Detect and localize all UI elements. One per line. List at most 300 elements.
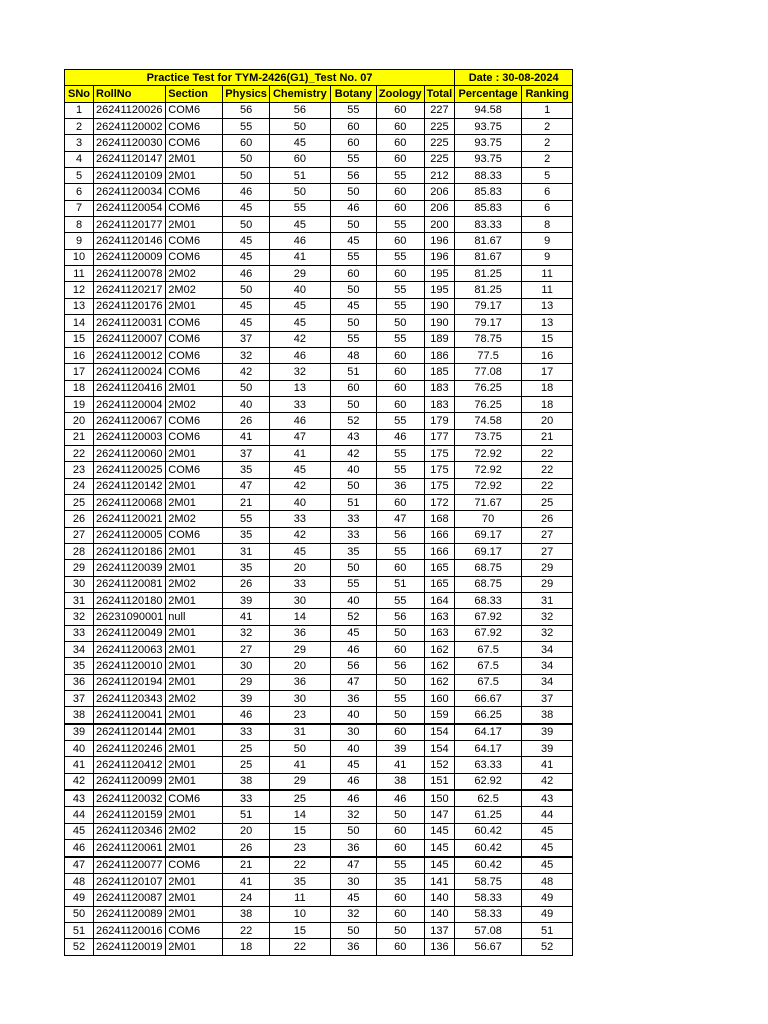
cell-botany: 42 bbox=[330, 445, 376, 461]
cell-percentage: 58.33 bbox=[455, 906, 522, 922]
cell-ranking: 20 bbox=[522, 413, 573, 429]
cell-sno: 23 bbox=[65, 462, 94, 478]
cell-total: 162 bbox=[424, 674, 454, 690]
cell-section: 2M01 bbox=[166, 873, 223, 889]
cell-total: 196 bbox=[424, 233, 454, 249]
cell-botany: 50 bbox=[330, 823, 376, 839]
cell-percentage: 70 bbox=[455, 511, 522, 527]
cell-section: 2M01 bbox=[166, 625, 223, 641]
cell-total: 159 bbox=[424, 707, 454, 724]
cell-botany: 30 bbox=[330, 724, 376, 741]
cell-zoology: 50 bbox=[376, 707, 424, 724]
cell-sno: 27 bbox=[65, 527, 94, 543]
cell-chemistry: 51 bbox=[269, 168, 330, 184]
cell-zoology: 47 bbox=[376, 511, 424, 527]
cell-total: 183 bbox=[424, 380, 454, 396]
cell-percentage: 58.75 bbox=[455, 873, 522, 889]
cell-sno: 42 bbox=[65, 773, 94, 790]
cell-sno: 52 bbox=[65, 939, 94, 955]
cell-zoology: 60 bbox=[376, 184, 424, 200]
cell-chemistry: 40 bbox=[269, 282, 330, 298]
cell-section: 2M01 bbox=[166, 724, 223, 741]
cell-physics: 32 bbox=[223, 625, 270, 641]
cell-chemistry: 30 bbox=[269, 691, 330, 707]
cell-percentage: 76.25 bbox=[455, 380, 522, 396]
cell-zoology: 55 bbox=[376, 543, 424, 559]
cell-chemistry: 41 bbox=[269, 445, 330, 461]
cell-total: 147 bbox=[424, 807, 454, 823]
cell-physics: 60 bbox=[223, 135, 270, 151]
cell-percentage: 93.75 bbox=[455, 119, 522, 135]
cell-chemistry: 47 bbox=[269, 429, 330, 445]
cell-botany: 45 bbox=[330, 625, 376, 641]
cell-ranking: 34 bbox=[522, 642, 573, 658]
cell-physics: 47 bbox=[223, 478, 270, 494]
table-row bbox=[65, 823, 573, 839]
cell-botany: 40 bbox=[330, 707, 376, 724]
cell-sno: 39 bbox=[65, 724, 94, 741]
cell-chemistry: 23 bbox=[269, 840, 330, 857]
cell-botany: 47 bbox=[330, 674, 376, 690]
cell-section: COM6 bbox=[166, 857, 223, 874]
header-row bbox=[65, 86, 573, 102]
cell-section: 2M02 bbox=[166, 576, 223, 592]
cell-total: 175 bbox=[424, 478, 454, 494]
cell-section: COM6 bbox=[166, 184, 223, 200]
table-row bbox=[65, 249, 573, 265]
cell-chemistry: 22 bbox=[269, 939, 330, 955]
cell-ranking: 32 bbox=[522, 625, 573, 641]
cell-percentage: 60.42 bbox=[455, 823, 522, 839]
cell-total: 152 bbox=[424, 757, 454, 773]
cell-botany: 45 bbox=[330, 298, 376, 314]
cell-physics: 50 bbox=[223, 282, 270, 298]
cell-chemistry: 29 bbox=[269, 642, 330, 658]
cell-chemistry: 45 bbox=[269, 543, 330, 559]
cell-section: COM6 bbox=[166, 331, 223, 347]
cell-sno: 14 bbox=[65, 315, 94, 331]
cell-ranking: 52 bbox=[522, 939, 573, 955]
cell-section: 2M01 bbox=[166, 807, 223, 823]
cell-sno: 8 bbox=[65, 217, 94, 233]
cell-zoology: 46 bbox=[376, 429, 424, 445]
cell-zoology: 55 bbox=[376, 413, 424, 429]
cell-section: 2M02 bbox=[166, 282, 223, 298]
cell-physics: 24 bbox=[223, 890, 270, 906]
cell-botany: 60 bbox=[330, 380, 376, 396]
cell-ranking: 29 bbox=[522, 576, 573, 592]
cell-total: 212 bbox=[424, 168, 454, 184]
cell-ranking: 2 bbox=[522, 135, 573, 151]
cell-botany: 55 bbox=[330, 249, 376, 265]
cell-ranking: 38 bbox=[522, 707, 573, 724]
cell-botany: 50 bbox=[330, 922, 376, 938]
cell-zoology: 41 bbox=[376, 757, 424, 773]
cell-chemistry: 35 bbox=[269, 873, 330, 889]
cell-sno: 25 bbox=[65, 494, 94, 510]
test-title: Practice Test for TYM-2426(G1)_Test No. 07 bbox=[65, 70, 455, 86]
header-zoology: Zoology bbox=[376, 86, 424, 102]
cell-sno: 35 bbox=[65, 658, 94, 674]
cell-zoology: 60 bbox=[376, 939, 424, 955]
cell-section: 2M01 bbox=[166, 840, 223, 857]
cell-zoology: 56 bbox=[376, 609, 424, 625]
cell-chemistry: 33 bbox=[269, 576, 330, 592]
cell-rollno: 26241120068 bbox=[94, 494, 166, 510]
cell-rollno: 26231090001 bbox=[94, 609, 166, 625]
cell-total: 140 bbox=[424, 906, 454, 922]
cell-botany: 30 bbox=[330, 873, 376, 889]
table-row bbox=[65, 922, 573, 938]
cell-total: 183 bbox=[424, 396, 454, 412]
cell-ranking: 29 bbox=[522, 560, 573, 576]
table-row bbox=[65, 347, 573, 363]
cell-rollno: 26241120416 bbox=[94, 380, 166, 396]
header-botany: Botany bbox=[330, 86, 376, 102]
cell-percentage: 94.58 bbox=[455, 102, 522, 118]
cell-zoology: 55 bbox=[376, 593, 424, 609]
cell-zoology: 60 bbox=[376, 890, 424, 906]
cell-physics: 38 bbox=[223, 773, 270, 790]
cell-physics: 26 bbox=[223, 576, 270, 592]
cell-chemistry: 46 bbox=[269, 347, 330, 363]
cell-section: COM6 bbox=[166, 462, 223, 478]
cell-ranking: 6 bbox=[522, 184, 573, 200]
cell-section: COM6 bbox=[166, 249, 223, 265]
cell-percentage: 72.92 bbox=[455, 462, 522, 478]
cell-total: 195 bbox=[424, 266, 454, 282]
cell-zoology: 60 bbox=[376, 102, 424, 118]
cell-section: 2M01 bbox=[166, 478, 223, 494]
cell-total: 172 bbox=[424, 494, 454, 510]
cell-sno: 7 bbox=[65, 200, 94, 216]
cell-zoology: 60 bbox=[376, 840, 424, 857]
cell-chemistry: 45 bbox=[269, 135, 330, 151]
cell-chemistry: 46 bbox=[269, 233, 330, 249]
cell-physics: 39 bbox=[223, 593, 270, 609]
cell-ranking: 43 bbox=[522, 790, 573, 807]
table-row bbox=[65, 691, 573, 707]
cell-physics: 55 bbox=[223, 511, 270, 527]
cell-botany: 32 bbox=[330, 906, 376, 922]
cell-ranking: 9 bbox=[522, 233, 573, 249]
cell-section: 2M01 bbox=[166, 674, 223, 690]
cell-physics: 32 bbox=[223, 347, 270, 363]
cell-chemistry: 31 bbox=[269, 724, 330, 741]
table-row bbox=[65, 840, 573, 857]
cell-physics: 21 bbox=[223, 857, 270, 874]
cell-total: 196 bbox=[424, 249, 454, 265]
cell-physics: 20 bbox=[223, 823, 270, 839]
cell-physics: 26 bbox=[223, 413, 270, 429]
cell-ranking: 27 bbox=[522, 543, 573, 559]
cell-physics: 33 bbox=[223, 724, 270, 741]
cell-chemistry: 20 bbox=[269, 658, 330, 674]
cell-ranking: 37 bbox=[522, 691, 573, 707]
cell-botany: 52 bbox=[330, 609, 376, 625]
cell-botany: 52 bbox=[330, 413, 376, 429]
cell-total: 160 bbox=[424, 691, 454, 707]
cell-physics: 45 bbox=[223, 298, 270, 314]
cell-percentage: 69.17 bbox=[455, 527, 522, 543]
cell-ranking: 45 bbox=[522, 840, 573, 857]
cell-sno: 3 bbox=[65, 135, 94, 151]
cell-physics: 27 bbox=[223, 642, 270, 658]
cell-ranking: 45 bbox=[522, 857, 573, 874]
cell-sno: 33 bbox=[65, 625, 94, 641]
cell-rollno: 26241120067 bbox=[94, 413, 166, 429]
cell-percentage: 88.33 bbox=[455, 168, 522, 184]
cell-section: 2M01 bbox=[166, 757, 223, 773]
cell-section: 2M01 bbox=[166, 217, 223, 233]
cell-sno: 41 bbox=[65, 757, 94, 773]
table-row bbox=[65, 757, 573, 773]
cell-percentage: 79.17 bbox=[455, 315, 522, 331]
cell-sno: 30 bbox=[65, 576, 94, 592]
cell-ranking: 16 bbox=[522, 347, 573, 363]
cell-section: 2M01 bbox=[166, 707, 223, 724]
cell-chemistry: 45 bbox=[269, 298, 330, 314]
cell-zoology: 60 bbox=[376, 364, 424, 380]
cell-rollno: 26241120026 bbox=[94, 102, 166, 118]
cell-sno: 19 bbox=[65, 396, 94, 412]
header-percentage: Percentage bbox=[455, 86, 522, 102]
cell-chemistry: 42 bbox=[269, 478, 330, 494]
cell-chemistry: 33 bbox=[269, 511, 330, 527]
cell-ranking: 32 bbox=[522, 609, 573, 625]
cell-percentage: 83.33 bbox=[455, 217, 522, 233]
title-row bbox=[65, 70, 573, 86]
results-table bbox=[64, 69, 573, 956]
header-rollno: RollNo bbox=[94, 86, 166, 102]
cell-botany: 55 bbox=[330, 331, 376, 347]
cell-percentage: 71.67 bbox=[455, 494, 522, 510]
cell-chemistry: 60 bbox=[269, 151, 330, 167]
cell-physics: 35 bbox=[223, 560, 270, 576]
cell-percentage: 73.75 bbox=[455, 429, 522, 445]
cell-sno: 28 bbox=[65, 543, 94, 559]
cell-rollno: 26241120032 bbox=[94, 790, 166, 807]
cell-botany: 50 bbox=[330, 315, 376, 331]
cell-rollno: 26241120087 bbox=[94, 890, 166, 906]
table-row bbox=[65, 494, 573, 510]
cell-rollno: 26241120005 bbox=[94, 527, 166, 543]
table-row bbox=[65, 298, 573, 314]
cell-chemistry: 56 bbox=[269, 102, 330, 118]
cell-rollno: 26241120009 bbox=[94, 249, 166, 265]
cell-percentage: 57.08 bbox=[455, 922, 522, 938]
cell-botany: 35 bbox=[330, 543, 376, 559]
cell-total: 151 bbox=[424, 773, 454, 790]
cell-percentage: 77.5 bbox=[455, 347, 522, 363]
cell-zoology: 39 bbox=[376, 741, 424, 757]
cell-zoology: 60 bbox=[376, 823, 424, 839]
cell-ranking: 31 bbox=[522, 593, 573, 609]
table-row bbox=[65, 906, 573, 922]
cell-percentage: 85.83 bbox=[455, 200, 522, 216]
cell-botany: 46 bbox=[330, 773, 376, 790]
cell-ranking: 5 bbox=[522, 168, 573, 184]
cell-ranking: 22 bbox=[522, 462, 573, 478]
table-row bbox=[65, 151, 573, 167]
cell-rollno: 26241120003 bbox=[94, 429, 166, 445]
cell-sno: 15 bbox=[65, 331, 94, 347]
cell-ranking: 48 bbox=[522, 873, 573, 889]
cell-total: 162 bbox=[424, 658, 454, 674]
cell-section: 2M01 bbox=[166, 906, 223, 922]
cell-section: COM6 bbox=[166, 922, 223, 938]
cell-rollno: 26241120007 bbox=[94, 331, 166, 347]
cell-chemistry: 50 bbox=[269, 119, 330, 135]
cell-total: 140 bbox=[424, 890, 454, 906]
cell-botany: 55 bbox=[330, 102, 376, 118]
cell-ranking: 6 bbox=[522, 200, 573, 216]
cell-percentage: 60.42 bbox=[455, 857, 522, 874]
cell-ranking: 13 bbox=[522, 298, 573, 314]
table-row bbox=[65, 413, 573, 429]
cell-ranking: 39 bbox=[522, 741, 573, 757]
cell-total: 166 bbox=[424, 543, 454, 559]
cell-total: 165 bbox=[424, 560, 454, 576]
cell-percentage: 81.25 bbox=[455, 282, 522, 298]
cell-total: 225 bbox=[424, 151, 454, 167]
cell-section: 2M02 bbox=[166, 511, 223, 527]
cell-physics: 37 bbox=[223, 331, 270, 347]
cell-percentage: 74.58 bbox=[455, 413, 522, 429]
cell-section: COM6 bbox=[166, 135, 223, 151]
cell-total: 227 bbox=[424, 102, 454, 118]
cell-section: COM6 bbox=[166, 200, 223, 216]
cell-rollno: 26241120024 bbox=[94, 364, 166, 380]
cell-rollno: 26241120041 bbox=[94, 707, 166, 724]
cell-chemistry: 40 bbox=[269, 494, 330, 510]
table-row bbox=[65, 511, 573, 527]
cell-chemistry: 55 bbox=[269, 200, 330, 216]
cell-chemistry: 41 bbox=[269, 757, 330, 773]
cell-section: COM6 bbox=[166, 119, 223, 135]
table-row bbox=[65, 593, 573, 609]
table-row bbox=[65, 266, 573, 282]
cell-sno: 50 bbox=[65, 906, 94, 922]
cell-botany: 60 bbox=[330, 119, 376, 135]
cell-rollno: 26241120061 bbox=[94, 840, 166, 857]
cell-rollno: 26241120099 bbox=[94, 773, 166, 790]
cell-percentage: 81.67 bbox=[455, 249, 522, 265]
cell-ranking: 1 bbox=[522, 102, 573, 118]
cell-botany: 47 bbox=[330, 857, 376, 874]
cell-section: 2M01 bbox=[166, 890, 223, 906]
cell-rollno: 26241120159 bbox=[94, 807, 166, 823]
table-row bbox=[65, 625, 573, 641]
cell-percentage: 85.83 bbox=[455, 184, 522, 200]
cell-section: 2M01 bbox=[166, 773, 223, 790]
header-ranking: Ranking bbox=[522, 86, 573, 102]
cell-ranking: 26 bbox=[522, 511, 573, 527]
cell-percentage: 69.17 bbox=[455, 543, 522, 559]
cell-sno: 11 bbox=[65, 266, 94, 282]
cell-section: 2M01 bbox=[166, 593, 223, 609]
cell-percentage: 64.17 bbox=[455, 741, 522, 757]
cell-botany: 55 bbox=[330, 151, 376, 167]
cell-chemistry: 45 bbox=[269, 217, 330, 233]
cell-section: COM6 bbox=[166, 102, 223, 118]
cell-section: 2M01 bbox=[166, 494, 223, 510]
cell-zoology: 55 bbox=[376, 445, 424, 461]
cell-total: 163 bbox=[424, 625, 454, 641]
cell-chemistry: 29 bbox=[269, 266, 330, 282]
cell-zoology: 60 bbox=[376, 233, 424, 249]
cell-physics: 26 bbox=[223, 840, 270, 857]
cell-chemistry: 42 bbox=[269, 527, 330, 543]
cell-section: COM6 bbox=[166, 429, 223, 445]
cell-ranking: 27 bbox=[522, 527, 573, 543]
cell-chemistry: 11 bbox=[269, 890, 330, 906]
cell-zoology: 55 bbox=[376, 857, 424, 874]
cell-rollno: 26241120049 bbox=[94, 625, 166, 641]
cell-percentage: 67.5 bbox=[455, 674, 522, 690]
cell-botany: 40 bbox=[330, 741, 376, 757]
cell-total: 190 bbox=[424, 315, 454, 331]
cell-total: 168 bbox=[424, 511, 454, 527]
cell-section: COM6 bbox=[166, 233, 223, 249]
cell-section: 2M01 bbox=[166, 741, 223, 757]
table-row bbox=[65, 200, 573, 216]
cell-total: 145 bbox=[424, 857, 454, 874]
cell-sno: 13 bbox=[65, 298, 94, 314]
cell-section: 2M01 bbox=[166, 658, 223, 674]
cell-section: 2M02 bbox=[166, 266, 223, 282]
cell-chemistry: 22 bbox=[269, 857, 330, 874]
cell-chemistry: 36 bbox=[269, 674, 330, 690]
cell-rollno: 26241120016 bbox=[94, 922, 166, 938]
cell-section: 2M02 bbox=[166, 823, 223, 839]
cell-chemistry: 20 bbox=[269, 560, 330, 576]
cell-rollno: 26241120343 bbox=[94, 691, 166, 707]
cell-ranking: 18 bbox=[522, 380, 573, 396]
cell-physics: 41 bbox=[223, 429, 270, 445]
table-row bbox=[65, 135, 573, 151]
cell-rollno: 26241120031 bbox=[94, 315, 166, 331]
cell-percentage: 81.67 bbox=[455, 233, 522, 249]
cell-botany: 36 bbox=[330, 840, 376, 857]
cell-rollno: 26241120194 bbox=[94, 674, 166, 690]
cell-ranking: 41 bbox=[522, 757, 573, 773]
cell-sno: 5 bbox=[65, 168, 94, 184]
cell-total: 179 bbox=[424, 413, 454, 429]
cell-percentage: 72.92 bbox=[455, 478, 522, 494]
cell-physics: 45 bbox=[223, 233, 270, 249]
cell-rollno: 26241120012 bbox=[94, 347, 166, 363]
cell-percentage: 72.92 bbox=[455, 445, 522, 461]
table-row bbox=[65, 707, 573, 724]
cell-sno: 4 bbox=[65, 151, 94, 167]
cell-total: 150 bbox=[424, 790, 454, 807]
cell-ranking: 11 bbox=[522, 282, 573, 298]
cell-total: 137 bbox=[424, 922, 454, 938]
cell-zoology: 56 bbox=[376, 527, 424, 543]
header-section: Section bbox=[166, 86, 223, 102]
cell-rollno: 26241120025 bbox=[94, 462, 166, 478]
cell-percentage: 56.67 bbox=[455, 939, 522, 955]
cell-botany: 33 bbox=[330, 511, 376, 527]
cell-physics: 51 bbox=[223, 807, 270, 823]
cell-rollno: 26241120002 bbox=[94, 119, 166, 135]
cell-sno: 10 bbox=[65, 249, 94, 265]
cell-total: 145 bbox=[424, 840, 454, 857]
cell-physics: 29 bbox=[223, 674, 270, 690]
cell-botany: 40 bbox=[330, 593, 376, 609]
cell-chemistry: 25 bbox=[269, 790, 330, 807]
